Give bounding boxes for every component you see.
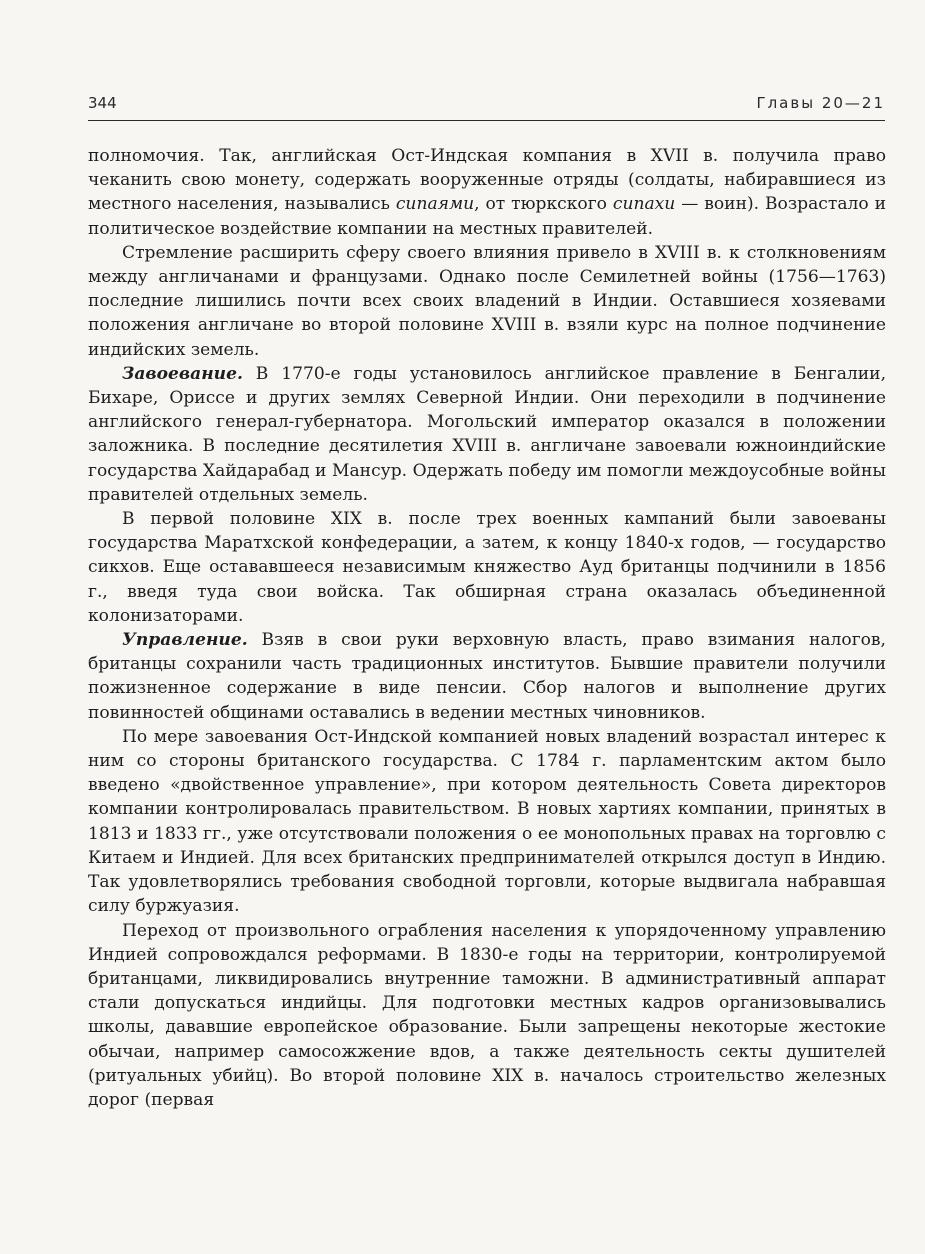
paragraph-text: , от тюркского [474,194,613,215]
paragraph [88,144,886,241]
page-number: 344 [88,94,117,112]
paragraph [88,919,886,1113]
paragraph [88,241,886,362]
section-heading: Управление. [122,630,248,651]
paragraph-text: — воин). Возрастало и политическое воздействие компании на местных правителей. [88,194,886,239]
paragraph [88,725,886,919]
italic-term: сипахи [612,194,676,215]
paragraph-text: Переход от произвольного ограбления населения к упорядоченному управлению Индией сопровождался реформами. В 1830-е годы на территории, контролируемой британцами, ликвидировались внутренние таможни. В административный аппарат стали допускаться индийцы. Для подготовки местных кадров организовывались школы, дававшие европейское образование. Были запрещены некоторые жестокие обычаи, например самосожжение вдов, а также деятельность секты душителей (ритуальных убийц). Во второй половине XIX в. началось строительство железных дорог (первая [88,920,886,1110]
paragraph-text: В 1770-е годы установилось английское правление в Бенгалии, Бихаре, Ориссе и других землях Северной Индии. Они переходили в подчинение английского генерал-губернатора. Могольский император оказался в положении заложника. В последние десятилетия XVIII в. англичане завоевали южноиндийские государства Хайдарабад и Мансур. Одержать победу им помогли междоусобные войны правителей отдельных земель. [88,363,886,505]
paragraph-text: По мере завоевания Ост-Индской компанией новых владений возрастал интерес к ним со стороны британского государства. С 1784 г. парламентским актом было введено «двойственное управление», при котором деятельность Совета директоров компании контролировалась правительством. В новых хартиях компании, принятых в 1813 и 1833 гг., уже отсутствовали положения о ее монопольных правах на торговлю с Китаем и Индией. Для всех британских предпринимателей открылся доступ в Индию. Так удовлетворялись требования свободной торговли, которые выдвигала набравшая силу буржуазия. [88,726,886,917]
paragraph-text: Стремление расширить сферу своего влияния привело в XVIII в. к столкновениям между англичанами и французами. Однако после Семилетней войны (1756—1763) последние лишились почти всех своих владений в Индии. Оставшиеся хозяевами положения англичане во второй половине XVIII в. взяли курс на полное подчинение индийских земель. [88,242,886,360]
paragraph-text: полномочия. Так, английская Ост-Индская компания в XVII в. получила право чеканить свою монету, содержать вооруженные отряды (солдаты, набиравшиеся из местного населения, назывались [88,146,886,215]
section-heading: Завоевание. [122,363,243,384]
paragraph [88,628,886,725]
italic-term: сипаями [395,194,475,215]
paragraph [88,507,886,628]
paragraph [88,362,886,507]
body-text [88,144,886,1112]
running-header [88,94,885,121]
paragraph-text: В первой половине XIX в. после трех военных кампаний были завоеваны государства Маратхской конфедерации, а затем, к концу 1840-х годов, — государство сикхов. Еще остававшееся независимым княжество Ауд британцы подчинили в 1856 г., введя туда свои войска. Так обширная страна оказалась объединенной колонизаторами. [88,509,886,626]
chapter-title: Главы 20—21 [756,94,885,112]
paragraph-text: Взяв в свои руки верховную власть, право взимания налогов, британцы сохранили часть традиционных институтов. Бывшие правители получили пожизненное содержание в виде пенсии. Сбор налогов и выполнение других повинностей общинами оставались в ведении местных чиновников. [88,630,886,723]
